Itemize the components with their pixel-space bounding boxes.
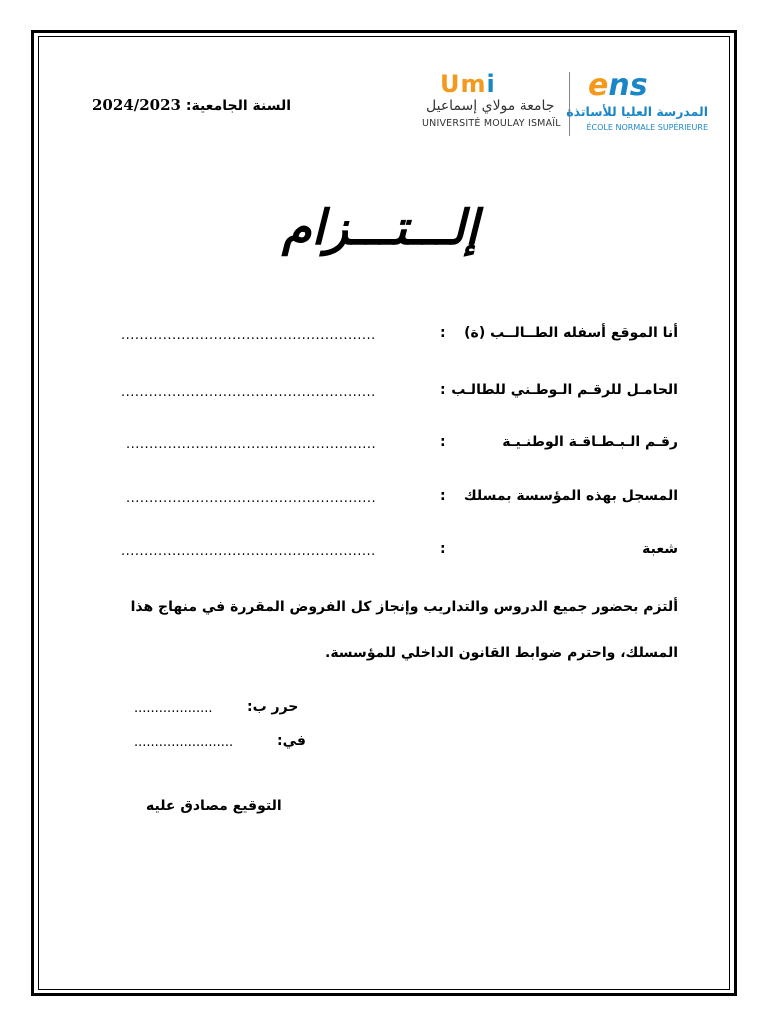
field-label-student-name: أنا الموقع أسفله الطــالــب (ة) [464,325,678,341]
field-label-branch: شعبة [642,541,678,557]
field-dots-program[interactable]: ...................................................... [126,491,377,506]
field-dots-branch[interactable]: ....................................................... [121,544,376,559]
ens-logo-e: e [588,68,609,103]
ens-logo-mark [588,68,648,103]
field-label-national-number: الحامـل للرقـم الـوطـني للطالـب [451,382,678,398]
certified-signature-label: التوقيع مصادق عليه [146,798,282,814]
date-label: في: [277,733,306,749]
field-colon: : [440,382,446,398]
field-label-id-card: رقـم الـبـطـاقـة الوطنـيـة [502,434,678,450]
page-border-inner [38,36,730,990]
umi-logo-i: i [486,70,496,98]
field-colon: : [440,541,446,557]
commitment-line-1: ألتزم بحضور جميع الدروس والتداريب وإنجاز كل الفروض المقررة في منهاج هذا [130,599,678,615]
umi-logo-arabic: جامعة مولاي إسماعيل [426,98,555,114]
written-at-label: حرر ب: [247,699,299,715]
field-dots-national-number[interactable]: ....................................................... [121,385,376,400]
date-dots[interactable]: ........................ [134,735,234,750]
document-title: إلـــتـــزام [281,200,479,256]
field-label-program: المسجل بهذه المؤسسة بمسلك [463,488,678,504]
umi-logo-mark [440,70,496,98]
umi-logo-um: Um [440,70,487,98]
commitment-line-2: المسلك، واحترم ضوابط القانون الداخلي للمؤسسة. [325,645,678,661]
field-dots-id-card[interactable]: ...................................................... [126,437,377,452]
field-colon: : [440,488,446,504]
field-dots-student-name[interactable]: ....................................................... [121,328,376,343]
academic-year [92,96,292,114]
umi-logo-french: UNIVERSITÉ MOULAY ISMAÏL [422,118,561,129]
ens-logo-french: ÉCOLE NORMALE SUPÉRIEURE [586,123,708,132]
written-at-dots[interactable]: ................... [134,701,213,716]
academic-year-value: 2024/2023 [92,96,181,114]
ens-logo [566,68,708,138]
umi-logo [418,70,568,136]
ens-logo-ns: ns [608,68,648,103]
ens-logo-arabic: المدرسة العليا للأساتذة [566,104,708,119]
academic-year-label: السنة الجامعية: [185,98,292,114]
field-colon: : [440,325,446,341]
field-colon: : [440,434,446,450]
